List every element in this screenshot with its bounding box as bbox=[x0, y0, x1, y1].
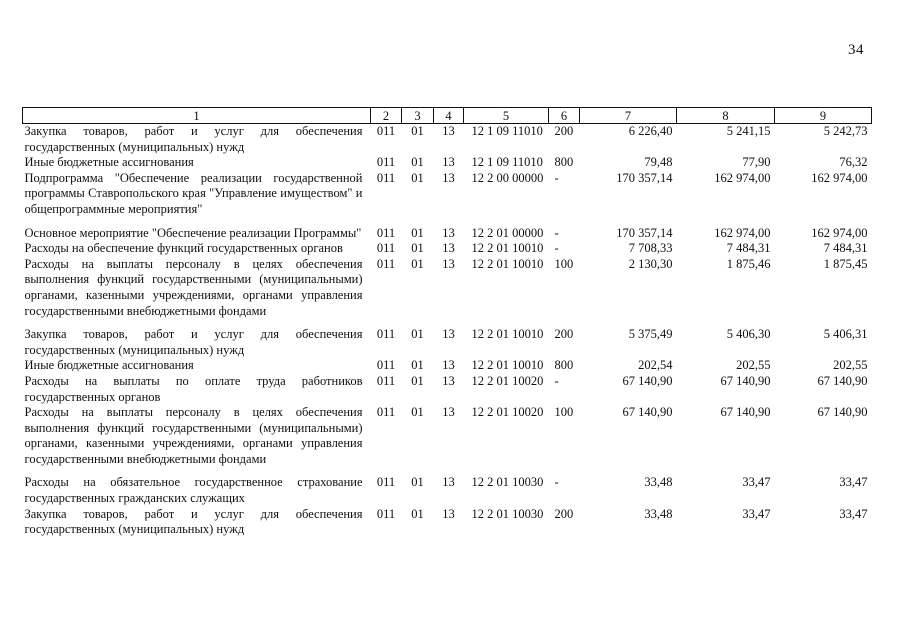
cell-expense-type: - bbox=[554, 241, 559, 256]
cell-amount-col7: 33,48 bbox=[644, 506, 673, 521]
cell-target-article: 12 2 01 10030 bbox=[471, 506, 544, 521]
header-row bbox=[23, 108, 872, 124]
cell-section-code: 01 bbox=[411, 475, 424, 490]
cell-amount-col7: 5 375,49 bbox=[628, 327, 673, 342]
cell-section-code: 01 bbox=[411, 506, 424, 521]
cell-amount-col7: 202,54 bbox=[638, 358, 673, 373]
cell-ministry-code: 011 bbox=[376, 170, 396, 185]
cell-amount-col9: 1 875,45 bbox=[823, 256, 868, 271]
cell-subsection-code: 13 bbox=[442, 124, 455, 138]
row-name: Расходы на выплаты персоналу в целях обеспечения выполнения функций государственными (муниципальными) органами, казенными учреждениями, органами управления государственными внебюджетными фондами bbox=[24, 256, 363, 318]
cell-ministry-code: 011 bbox=[376, 475, 396, 490]
cell-ministry-code: 011 bbox=[376, 506, 396, 521]
cell-amount-col7: 33,48 bbox=[644, 475, 673, 490]
cell-subsection-code: 13 bbox=[442, 256, 455, 271]
cell-amount-col8: 7 484,31 bbox=[726, 241, 771, 256]
column-header: 2 bbox=[371, 108, 402, 124]
budget-table bbox=[22, 107, 872, 538]
cell-amount-col9: 5 242,73 bbox=[823, 124, 868, 138]
row-name: Иные бюджетные ассигнования bbox=[24, 358, 194, 373]
cell-target-article: 12 2 01 00000 bbox=[471, 225, 544, 240]
cell-subsection-code: 13 bbox=[442, 475, 455, 490]
cell-expense-type: - bbox=[554, 225, 559, 240]
cell-expense-type: - bbox=[554, 475, 559, 490]
cell-amount-col7: 7 708,33 bbox=[628, 241, 673, 256]
cell-amount-col7: 79,48 bbox=[644, 155, 673, 170]
cell-ministry-code: 011 bbox=[376, 225, 396, 240]
cell-subsection-code: 13 bbox=[442, 241, 455, 256]
cell-amount-col8: 202,55 bbox=[736, 358, 771, 373]
column-header: 5 bbox=[464, 108, 549, 124]
row-name: Расходы на обязательное государственное страхование государственных гражданских служащих bbox=[24, 475, 363, 506]
cell-target-article: 12 1 09 11010 bbox=[471, 124, 543, 138]
cell-amount-col8: 33,47 bbox=[742, 506, 771, 521]
table-header bbox=[23, 108, 872, 124]
cell-ministry-code: 011 bbox=[376, 256, 396, 271]
cell-amount-col7: 67 140,90 bbox=[622, 405, 673, 420]
cell-target-article: 12 2 01 10010 bbox=[471, 327, 544, 342]
cell-ministry-code: 011 bbox=[376, 358, 396, 373]
table-row bbox=[23, 171, 872, 226]
cell-expense-type: 200 bbox=[554, 327, 574, 342]
cell-amount-col9: 5 406,31 bbox=[823, 327, 868, 342]
cell-section-code: 01 bbox=[411, 373, 424, 388]
cell-target-article: 12 2 01 10020 bbox=[471, 405, 544, 420]
cell-expense-type: 800 bbox=[554, 358, 574, 373]
cell-subsection-code: 13 bbox=[442, 327, 455, 342]
column-header: 3 bbox=[402, 108, 434, 124]
row-name: Иные бюджетные ассигнования bbox=[24, 155, 194, 170]
table-row bbox=[23, 507, 872, 538]
cell-section-code: 01 bbox=[411, 256, 424, 271]
cell-subsection-code: 13 bbox=[442, 358, 455, 373]
cell-amount-col9: 67 140,90 bbox=[817, 373, 868, 388]
row-name: Закупка товаров, работ и услуг для обеспечения государственных (муниципальных) нужд bbox=[24, 124, 363, 154]
cell-subsection-code: 13 bbox=[442, 373, 455, 388]
row-name: Подпрограмма "Обеспечение реализации государственной программы Ставропольского края "Управление имуществом" и общепрограммные мероприятия" bbox=[24, 170, 363, 216]
page-number: 34 bbox=[848, 42, 864, 58]
cell-expense-type: - bbox=[554, 170, 559, 185]
column-header: 9 bbox=[775, 108, 872, 124]
cell-amount-col8: 162 974,00 bbox=[714, 225, 771, 240]
cell-target-article: 12 2 01 10010 bbox=[471, 241, 544, 256]
row-name: Закупка товаров, работ и услуг для обеспечения государственных (муниципальных) нужд bbox=[24, 327, 363, 357]
table-row bbox=[23, 327, 872, 358]
cell-amount-col9: 162 974,00 bbox=[811, 170, 868, 185]
cell-ministry-code: 011 bbox=[376, 373, 396, 388]
cell-section-code: 01 bbox=[411, 405, 424, 420]
table-row bbox=[23, 374, 872, 405]
column-header: 6 bbox=[549, 108, 580, 124]
cell-amount-col8: 33,47 bbox=[742, 475, 771, 490]
table-body bbox=[23, 124, 872, 538]
cell-amount-col7: 2 130,30 bbox=[628, 256, 673, 271]
cell-amount-col7: 170 357,14 bbox=[616, 225, 673, 240]
cell-expense-type: 100 bbox=[554, 256, 574, 271]
cell-section-code: 01 bbox=[411, 170, 424, 185]
cell-expense-type: - bbox=[554, 373, 559, 388]
cell-subsection-code: 13 bbox=[442, 170, 455, 185]
cell-section-code: 01 bbox=[411, 327, 424, 342]
cell-ministry-code: 011 bbox=[376, 155, 396, 170]
cell-amount-col9: 33,47 bbox=[839, 506, 868, 521]
cell-amount-col9: 33,47 bbox=[839, 475, 868, 490]
cell-amount-col8: 67 140,90 bbox=[720, 405, 771, 420]
cell-target-article: 12 1 09 11010 bbox=[471, 155, 543, 170]
table-row bbox=[23, 257, 872, 327]
cell-ministry-code: 011 bbox=[376, 327, 396, 342]
cell-expense-type: 100 bbox=[554, 405, 574, 420]
cell-target-article: 12 2 01 10010 bbox=[471, 256, 544, 271]
cell-subsection-code: 13 bbox=[442, 405, 455, 420]
cell-amount-col9: 7 484,31 bbox=[823, 241, 868, 256]
cell-subsection-code: 13 bbox=[442, 225, 455, 240]
cell-amount-col7: 170 357,14 bbox=[616, 170, 673, 185]
cell-amount-col8: 162 974,00 bbox=[714, 170, 771, 185]
cell-amount-col8: 5 241,15 bbox=[726, 124, 771, 138]
cell-section-code: 01 bbox=[411, 358, 424, 373]
table-row bbox=[23, 124, 872, 156]
row-name: Закупка товаров, работ и услуг для обеспечения государственных (муниципальных) нужд bbox=[24, 506, 363, 537]
cell-expense-type: 800 bbox=[554, 155, 574, 170]
cell-amount-col9: 202,55 bbox=[833, 358, 868, 373]
row-name: Расходы на выплаты персоналу в целях обеспечения выполнения функций государственными (муниципальными) органами, казенными учреждениями, органами управления государственными внебюджетными фондами bbox=[24, 405, 363, 466]
table-row bbox=[23, 405, 872, 475]
column-header: 7 bbox=[580, 108, 677, 124]
table-row bbox=[23, 358, 872, 374]
table-row bbox=[23, 155, 872, 171]
cell-amount-col9: 67 140,90 bbox=[817, 405, 868, 420]
cell-amount-col9: 76,32 bbox=[839, 155, 868, 170]
column-header: 4 bbox=[434, 108, 464, 124]
cell-amount-col7: 67 140,90 bbox=[622, 373, 673, 388]
cell-amount-col8: 67 140,90 bbox=[720, 373, 771, 388]
cell-expense-type: 200 bbox=[554, 506, 574, 521]
table-row bbox=[23, 241, 872, 257]
cell-section-code: 01 bbox=[411, 124, 424, 138]
cell-amount-col7: 6 226,40 bbox=[628, 124, 673, 138]
cell-subsection-code: 13 bbox=[442, 155, 455, 170]
cell-subsection-code: 13 bbox=[442, 506, 455, 521]
cell-expense-type: 200 bbox=[554, 124, 574, 138]
cell-section-code: 01 bbox=[411, 241, 424, 256]
row-name: Основное мероприятие "Обеспечение реализации Программы" bbox=[24, 225, 362, 240]
cell-target-article: 12 2 00 00000 bbox=[471, 170, 544, 185]
cell-section-code: 01 bbox=[411, 225, 424, 240]
cell-target-article: 12 2 01 10010 bbox=[471, 358, 544, 373]
cell-target-article: 12 2 01 10030 bbox=[471, 475, 544, 490]
row-name: Расходы на обеспечение функций государственных органов bbox=[24, 241, 343, 256]
table-row bbox=[23, 475, 872, 506]
cell-amount-col8: 77,90 bbox=[742, 155, 771, 170]
table-row bbox=[23, 226, 872, 242]
cell-amount-col9: 162 974,00 bbox=[811, 225, 868, 240]
cell-section-code: 01 bbox=[411, 155, 424, 170]
cell-ministry-code: 011 bbox=[376, 124, 396, 138]
cell-ministry-code: 011 bbox=[376, 241, 396, 256]
row-name: Расходы на выплаты по оплате труда работников государственных органов bbox=[24, 373, 363, 404]
cell-amount-col8: 5 406,30 bbox=[726, 327, 771, 342]
cell-amount-col8: 1 875,46 bbox=[726, 256, 771, 271]
column-header: 1 bbox=[23, 108, 371, 124]
cell-target-article: 12 2 01 10020 bbox=[471, 373, 544, 388]
column-header: 8 bbox=[677, 108, 775, 124]
cell-ministry-code: 011 bbox=[376, 405, 396, 420]
